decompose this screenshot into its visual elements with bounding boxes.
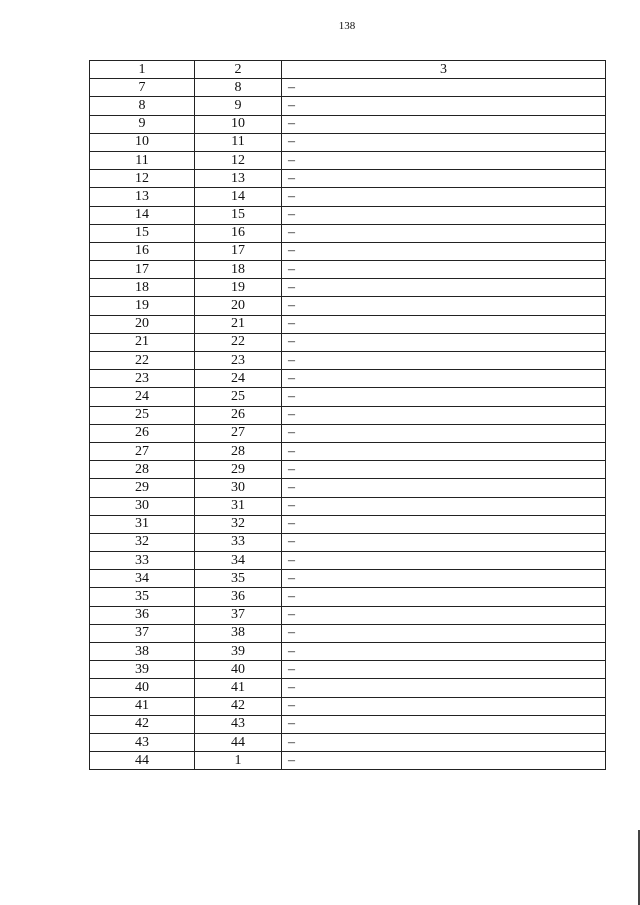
cell-col-3: – bbox=[282, 315, 606, 333]
cell-col-3: – bbox=[282, 97, 606, 115]
cell-col-2: 31 bbox=[195, 497, 282, 515]
cell-col-3: – bbox=[282, 624, 606, 642]
cell-col-2: 43 bbox=[195, 715, 282, 733]
cell-col-2: 1 bbox=[195, 752, 282, 770]
cell-col-1: 26 bbox=[90, 424, 195, 442]
cell-col-2: 26 bbox=[195, 406, 282, 424]
cell-col-2: 33 bbox=[195, 533, 282, 551]
cell-col-3: – bbox=[282, 352, 606, 370]
cell-col-2: 19 bbox=[195, 279, 282, 297]
cell-col-2: 41 bbox=[195, 679, 282, 697]
cell-col-2: 22 bbox=[195, 333, 282, 351]
cell-col-2: 35 bbox=[195, 570, 282, 588]
cell-col-2: 37 bbox=[195, 606, 282, 624]
table-row bbox=[90, 733, 606, 751]
cell-col-3: – bbox=[282, 370, 606, 388]
cell-col-2: 28 bbox=[195, 442, 282, 460]
cell-col-2: 38 bbox=[195, 624, 282, 642]
table-row bbox=[90, 442, 606, 460]
cell-col-2: 11 bbox=[195, 133, 282, 151]
cell-col-1: 8 bbox=[90, 97, 195, 115]
table-row bbox=[90, 479, 606, 497]
table-row bbox=[90, 624, 606, 642]
cell-col-1: 20 bbox=[90, 315, 195, 333]
cell-col-1: 39 bbox=[90, 661, 195, 679]
cell-col-1: 16 bbox=[90, 242, 195, 260]
table-row bbox=[90, 151, 606, 169]
cell-col-1: 9 bbox=[90, 115, 195, 133]
table-row bbox=[90, 715, 606, 733]
cell-col-2: 8 bbox=[195, 79, 282, 97]
table-row bbox=[90, 79, 606, 97]
table-row bbox=[90, 370, 606, 388]
table-row bbox=[90, 497, 606, 515]
cell-col-1: 11 bbox=[90, 151, 195, 169]
cell-col-2: 42 bbox=[195, 697, 282, 715]
cell-col-1: 42 bbox=[90, 715, 195, 733]
table-row bbox=[90, 297, 606, 315]
table-row bbox=[90, 133, 606, 151]
table-row bbox=[90, 279, 606, 297]
cell-col-1: 37 bbox=[90, 624, 195, 642]
cell-col-1: 43 bbox=[90, 733, 195, 751]
cell-col-3: – bbox=[282, 697, 606, 715]
table-row bbox=[90, 606, 606, 624]
cell-col-1: 28 bbox=[90, 461, 195, 479]
cell-col-2: 40 bbox=[195, 661, 282, 679]
cell-col-1: 31 bbox=[90, 515, 195, 533]
table-row bbox=[90, 424, 606, 442]
cell-col-3: – bbox=[282, 188, 606, 206]
cell-col-1: 32 bbox=[90, 533, 195, 551]
cell-col-3: – bbox=[282, 515, 606, 533]
table-row bbox=[90, 115, 606, 133]
cell-col-2: 34 bbox=[195, 552, 282, 570]
cell-col-3: – bbox=[282, 170, 606, 188]
cell-col-2: 13 bbox=[195, 170, 282, 188]
cell-col-1: 36 bbox=[90, 606, 195, 624]
table-row bbox=[90, 315, 606, 333]
cell-col-1: 33 bbox=[90, 552, 195, 570]
data-table bbox=[89, 60, 606, 770]
cell-col-1: 23 bbox=[90, 370, 195, 388]
cell-col-3: – bbox=[282, 261, 606, 279]
cell-col-3: – bbox=[282, 552, 606, 570]
table-row bbox=[90, 261, 606, 279]
cell-col-2: 20 bbox=[195, 297, 282, 315]
cell-col-3: – bbox=[282, 588, 606, 606]
cell-col-3: – bbox=[282, 533, 606, 551]
cell-col-1: 44 bbox=[90, 752, 195, 770]
column-header-1: 1 bbox=[90, 61, 195, 79]
cell-col-1: 18 bbox=[90, 279, 195, 297]
table-row bbox=[90, 352, 606, 370]
cell-col-1: 13 bbox=[90, 188, 195, 206]
cell-col-2: 23 bbox=[195, 352, 282, 370]
cell-col-3: – bbox=[282, 133, 606, 151]
cell-col-2: 29 bbox=[195, 461, 282, 479]
cell-col-3: – bbox=[282, 406, 606, 424]
cell-col-3: – bbox=[282, 388, 606, 406]
table-row bbox=[90, 406, 606, 424]
table-row bbox=[90, 552, 606, 570]
table-row bbox=[90, 224, 606, 242]
cell-col-1: 19 bbox=[90, 297, 195, 315]
cell-col-3: – bbox=[282, 424, 606, 442]
cell-col-3: – bbox=[282, 297, 606, 315]
cell-col-2: 24 bbox=[195, 370, 282, 388]
table-row bbox=[90, 170, 606, 188]
cell-col-1: 35 bbox=[90, 588, 195, 606]
cell-col-3: – bbox=[282, 206, 606, 224]
cell-col-3: – bbox=[282, 715, 606, 733]
table-row bbox=[90, 461, 606, 479]
table-row bbox=[90, 388, 606, 406]
table-row bbox=[90, 697, 606, 715]
cell-col-3: – bbox=[282, 570, 606, 588]
cell-col-2: 16 bbox=[195, 224, 282, 242]
cell-col-3: – bbox=[282, 115, 606, 133]
cell-col-1: 7 bbox=[90, 79, 195, 97]
cell-col-1: 14 bbox=[90, 206, 195, 224]
cell-col-1: 30 bbox=[90, 497, 195, 515]
cell-col-2: 15 bbox=[195, 206, 282, 224]
table-row bbox=[90, 679, 606, 697]
page-number: 138 bbox=[338, 20, 356, 32]
cell-col-2: 14 bbox=[195, 188, 282, 206]
table-body bbox=[90, 61, 606, 770]
cell-col-2: 36 bbox=[195, 588, 282, 606]
column-header-3: 3 bbox=[282, 61, 606, 79]
table-row bbox=[90, 97, 606, 115]
cell-col-2: 17 bbox=[195, 242, 282, 260]
cell-col-1: 38 bbox=[90, 643, 195, 661]
cell-col-3: – bbox=[282, 679, 606, 697]
cell-col-1: 12 bbox=[90, 170, 195, 188]
cell-col-3: – bbox=[282, 479, 606, 497]
cell-col-3: – bbox=[282, 79, 606, 97]
cell-col-2: 32 bbox=[195, 515, 282, 533]
table-row bbox=[90, 515, 606, 533]
cell-col-1: 40 bbox=[90, 679, 195, 697]
cell-col-2: 18 bbox=[195, 261, 282, 279]
cell-col-2: 30 bbox=[195, 479, 282, 497]
column-header-2: 2 bbox=[195, 61, 282, 79]
cell-col-1: 27 bbox=[90, 442, 195, 460]
cell-col-3: – bbox=[282, 333, 606, 351]
table-row bbox=[90, 643, 606, 661]
cell-col-2: 21 bbox=[195, 315, 282, 333]
table-row bbox=[90, 533, 606, 551]
cell-col-3: – bbox=[282, 279, 606, 297]
cell-col-1: 29 bbox=[90, 479, 195, 497]
cell-col-1: 22 bbox=[90, 352, 195, 370]
cell-col-3: – bbox=[282, 606, 606, 624]
cell-col-2: 25 bbox=[195, 388, 282, 406]
cell-col-2: 27 bbox=[195, 424, 282, 442]
cell-col-1: 34 bbox=[90, 570, 195, 588]
table-row bbox=[90, 661, 606, 679]
cell-col-3: – bbox=[282, 224, 606, 242]
cell-col-3: – bbox=[282, 442, 606, 460]
cell-col-1: 25 bbox=[90, 406, 195, 424]
table-row bbox=[90, 188, 606, 206]
cell-col-2: 12 bbox=[195, 151, 282, 169]
cell-col-3: – bbox=[282, 497, 606, 515]
cell-col-2: 39 bbox=[195, 643, 282, 661]
cell-col-1: 24 bbox=[90, 388, 195, 406]
table-row bbox=[90, 588, 606, 606]
table-header-row bbox=[90, 61, 606, 79]
cell-col-1: 41 bbox=[90, 697, 195, 715]
cell-col-1: 15 bbox=[90, 224, 195, 242]
cell-col-1: 17 bbox=[90, 261, 195, 279]
cell-col-3: – bbox=[282, 242, 606, 260]
cell-col-3: – bbox=[282, 643, 606, 661]
table-row bbox=[90, 752, 606, 770]
cell-col-2: 9 bbox=[195, 97, 282, 115]
cell-col-2: 10 bbox=[195, 115, 282, 133]
cell-col-1: 21 bbox=[90, 333, 195, 351]
cell-col-3: – bbox=[282, 151, 606, 169]
cell-col-3: – bbox=[282, 661, 606, 679]
cell-col-2: 44 bbox=[195, 733, 282, 751]
cell-col-3: – bbox=[282, 733, 606, 751]
table-row bbox=[90, 206, 606, 224]
table-row bbox=[90, 242, 606, 260]
table-row bbox=[90, 333, 606, 351]
cell-col-3: – bbox=[282, 461, 606, 479]
table-row bbox=[90, 570, 606, 588]
cell-col-1: 10 bbox=[90, 133, 195, 151]
cell-col-3: – bbox=[282, 752, 606, 770]
